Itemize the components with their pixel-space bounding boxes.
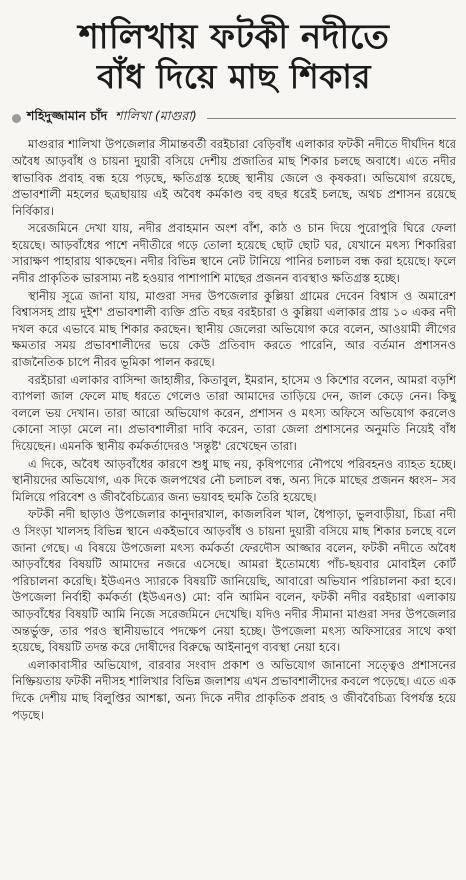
- byline-author: শহিদুজ্জামান চাঁদ: [27, 108, 108, 124]
- bullet-icon: [12, 114, 21, 123]
- paragraph-5: এ দিকে, অবৈধ আড়বাঁধের কারণে শুধু মাছ নয়, কৃষিপণ্যের নৌপথে পরিবহনও ব্যাহত হচ্ছে। স্থানীয়দের অভিযোগ, এক দিকে জলপথের নৌ চলাচল বন্ধ, অন্য দিকে মাছের প্রজনন ধ্বংস– সব মিলিয়ে পরিবেশ ও জীববৈচিত্র্যের জন্য ভয়াবহ হুমকি তৈরি হয়েছে।: [12, 456, 456, 504]
- article-body: [12, 136, 456, 723]
- headline-line-2: বাঁধ দিয়ে মাছ শিকার: [96, 56, 372, 96]
- byline: [12, 108, 456, 128]
- headline: [12, 17, 456, 96]
- paragraph-6: ফটকী নদী ছাড়াও উপজেলার কানুদারখাল, কাজলবিল খাল, ধৈপাড়া, ভুলবাড়ীয়া, চিত্রা নদী ও সিংড়া খালসহ বিভিন্ন স্থানে একইভাবে আড়বাঁধ ও চায়না দুয়ারী বসিয়ে মাছ শিকার চলছে বলে জানা গেছে। এ বিষয়ে উপজেলা মৎস্য কর্মকর্তা ফেরদৌস আজ্জার বলেন, ফটকী নদীতে অবৈধ আড়বাঁধের বিষয়টি আমাদের নজরে এসেছে। আমরা ইতোমধ্যে পাঁচ-ছয়বার মোবাইল কোর্ট পরিচালনা করেছি। ইউএনও স্যারকে বিষয়টি জানিয়েছি, আবারো অভিযান পরিচালনা করা হবে। উপজেলা নির্বাহী কর্মকর্তা (ইউএনও) মো: বনি আমিন বলেন, ফটকী নদীর বরইচারা এলাকায় আড়বাঁধের বিষয়টি আমি নিজে সরেজমিনে দেখেছি। যদিও নদীর সীমানা মাগুরা সদর উপজেলার অন্তর্ভুক্ত, তার পরও স্থানীয়ভাবে পদক্ষেপ নেয়া হচ্ছে। উপজেলা মৎস্য অফিসারের সাথে কথা হয়েছে, বিষয়টি তদন্ত করে দোষীদের বিরুদ্ধে আইনানুগ ব্যবস্থা নেয়া হবে।: [12, 507, 456, 655]
- paragraph-7: এলাকাবাসীর অভিযোগ, বারবার সংবাদ প্রকাশ ও অভিযোগ জানানো সত্ত্বেও প্রশাসনের নিষ্ক্রিয়তায় ফটকী নদীসহ শালিখার বিভিন্ন জলাশয় এখন প্রভাবশালীদের কবলে পড়েছে। এতে এক দিকে দেশীয় মাছ বিলুপ্তির আশঙ্কা, অন্য দিকে নদীর প্রাকৃতিক প্রবাহ ও জীববৈচিত্র্য বিপর্যস্ত হয়ে পড়ছে।: [12, 657, 456, 722]
- paragraph-4: বরইচারা এলাকার বাসিন্দা জাহাঙ্গীর, কিতাবুল, ইমরান, হাসেম ও কিশোর বলেন, আমরা বড়শি ব্যাপলা জাল ফেলে মাছ ধরতে গেলেও তারা আমাদের তাড়িয়ে দেন, জাল কেড়ে নেন। কিছু বললে ভয় দেখান। তারা আরো অভিযোগ করেন, প্রশাসন ও মৎস্য অফিসে অভিযোগ করলেও কোনো সাড়া মেলে না। প্রভাবশালীরা দাবি করেন, তারা জেলা প্রশাসনের অনুমতি নিয়েই বাঁধ দিয়েছেন। এমনকি স্থানীয় কর্মকর্তাদেরও 'সন্তুষ্ট' রেখেছেন তারা।: [12, 372, 456, 454]
- paragraph-3: স্থানীয় সূত্রে জানা যায়, মাগুরা সদর উপজেলার কুল্লিয়া গ্রামের দেবেন বিশ্বাস ও অমারেশ বিশ্বাসসহ প্রায় দুইশ' প্রভাবশালী ব্যক্তি প্রতি বছর বরইচারা ও কুল্লিয়া এলাকার প্রায় ১০ একর নদী দখল করে এভাবে মাছ শিকার করছেন। স্থানীয় জেলেরা অভিযোগ করে বলেন, আওয়ামী লীগের ক্ষমতার সময় প্রভাবশালীদের ভয়ে কেউ প্রতিবাদ করতে পারেনি, আর বর্তমান প্রশাসনও রাজনৈতিক চাপে নীরব ভূমিকা পালন করছে।: [12, 288, 456, 370]
- headline-line-1: শালিখায় ফটকী নদীতে: [78, 17, 390, 57]
- byline-place: শালিখা (মাগুরা): [115, 108, 197, 124]
- byline-divider: [207, 118, 456, 119]
- paragraph-1: মাগুরার শালিখা উপজেলার সীমান্তবর্তী বরইচারা বেড়িবাঁধ এলাকার ফটকী নদীতে দীর্ঘদিন ধরে অবৈধ আড়বাঁধ ও চায়না দুয়ারী বসিয়ে দেশীয় প্রজাতির মাছ শিকার চলছে অবাধে। এতে নদীর স্বাভাবিক প্রবাহ বন্ধ হয়ে পড়ছে, ক্ষতিগ্রস্ত হচ্ছে স্থানীয় জেলে ও কৃষকরা। অভিযোগ রয়েছে, প্রভাবশালী মহলের ছত্রছায়ায় এই অবৈধ কর্মকাণ্ড বহু বছর ধরেই চলছে, অথচ প্রশাসন রয়েছে নির্বিকার।: [12, 137, 456, 218]
- paragraph-2: সরেজমিনে দেখা যায়, নদীর প্রবাহমান অংশ বাঁশ, কাঠ ও চান দিয়ে পুরোপুরি ঘিরে ফেলা হয়েছে। আড়বাঁধের পাশে নদীতীরে গড়ে তোলা হয়েছে ছোট ছোট ঘর, যেখানে মৎস্য শিকারিরা সারাক্ষণ পাহারায় থাকছেন। নদীর বিভিন্ন স্থানে নেট টানিয়ে পানির চলাচল বন্ধ করা হয়েছে। ফলে নদীর প্রাকৃতিক ভারসাম্য নষ্ট হওয়ার পাশাপাশি মাছের প্রজনন ব্যবস্থাও ক্ষতিগ্রস্ত হচ্ছে।: [12, 221, 456, 286]
